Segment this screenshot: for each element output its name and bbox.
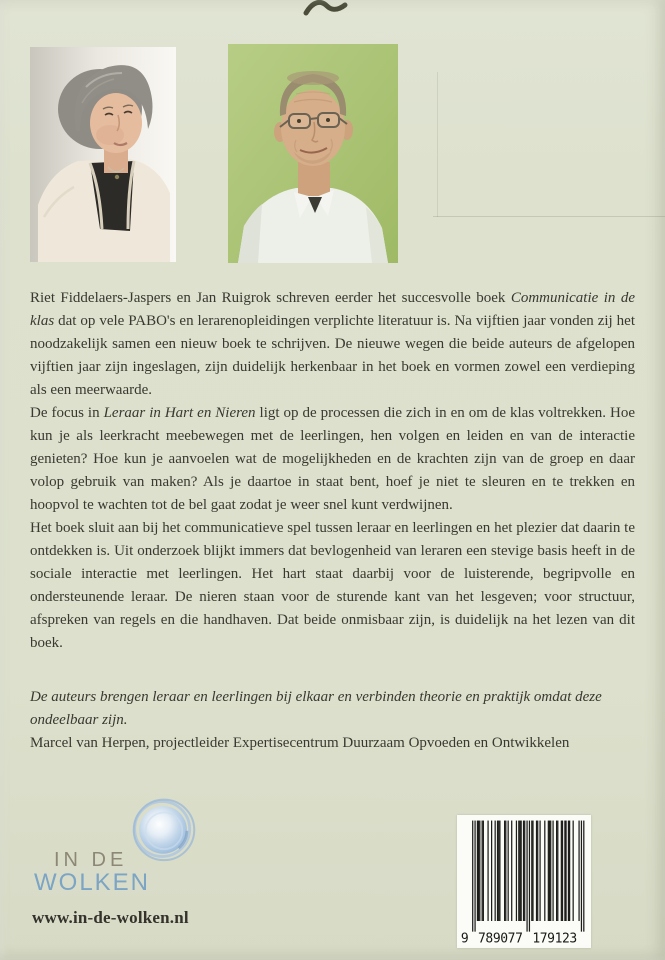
endorsement-attribution: Marcel van Herpen, projectleider Expertisecentrum Duurzaam Opvoeden en Ontwikkelen [30,735,570,751]
blurb-paragraph-1 [30,287,635,402]
book-title-leraar-in-hart-en-nieren: Leraar in Hart en Nieren [103,405,256,421]
author-photo-jan [228,44,398,263]
blurb-paragraph-3 [30,517,635,655]
blurb-paragraph-1-text: Riet Fiddelaers-Jaspers en Jan Ruigrok schreven eerder het succesvolle boek [30,290,511,306]
barcode-digits-left: 789077 [478,931,523,947]
endorsement-quote: De auteurs brengen leraar en leerlingen bij elkaar en verbinden theorie en praktijk omdat deze ondeelbaar zijn. [30,689,602,728]
book-title-communicatie-in-de-klas: Communicatie in de klas [30,290,635,329]
endorsement [30,686,635,755]
cloud-orb-icon [131,793,197,865]
author-photo-jan-illustration [228,44,398,263]
publisher-logo-text-line1: IN DE [54,849,128,871]
blurb-paragraph-2-text: De focus in [30,405,104,421]
publisher-logo-text-line2: WOLKEN [34,869,151,896]
barcode-bars-svg [460,817,587,947]
blurb-paragraph-2 [30,402,635,517]
barcode-digits-right: 179123 [532,931,578,947]
author-photo-riet [30,47,176,262]
isbn-barcode [457,815,591,948]
cover-crease-line [437,72,438,217]
barcode-bars [472,821,584,932]
cover-crease-line [433,216,665,217]
barcode-digit-first: 9 [460,931,469,947]
publisher-website-url: www.in-de-wolken.nl [32,908,189,927]
decorative-top-mark-icon [302,0,348,16]
blurb-paragraph-2-text: ligt op de processen die zich in en om de klas voltrekken. Hoe kun je als leerkracht meebewegen met de leerlingen, hen volgen en leiden en van de interactie genieten? Hoe kun je aanvoelen wat de mogelijkheden en de krachten zijn van de groep en daar volop gebruik van maken? Als je daartoe in staat bent, hoef je niet te sleuren en te trekken en hoopvol te wachten tot de bel gaat zodat je weer snel kunt verdwijnen. [30,405,635,513]
blurb-paragraph-3-text: Het boek sluit aan bij het communicatieve spel tussen leraar en leerlingen en het plezier dat daarin te ontdekken is. Uit onderzoek blijkt immers dat bevlogenheid van leraren een stevige basis heeft in de sociale interactie met leerlingen. Het hart staat daarbij voor de luisterende, begripvolle en ondersteunende leraar. De nieren staan voor de sturende kant van het lesgeven; voor structuur, afspreken van regels en die handhaven. Dat beide onmisbaar zijn, is duidelijk na het lezen van dit boek. [30,520,635,651]
blurb-text [30,287,635,655]
author-photo-riet-illustration [30,47,176,262]
blurb-paragraph-1-text: dat op vele PABO's en lerarenopleidingen verplichte literatuur is. Na vijftien jaar vonden zij het noodzakelijk samen een nieuw boek te schrijven. De nieuwe wegen die beide auteurs de afgelopen vijftien jaar zijn ingeslagen, zijn duidelijk herkenbaar in het boek en vormen zowel een verdieping als een meerwaarde. [30,313,635,398]
